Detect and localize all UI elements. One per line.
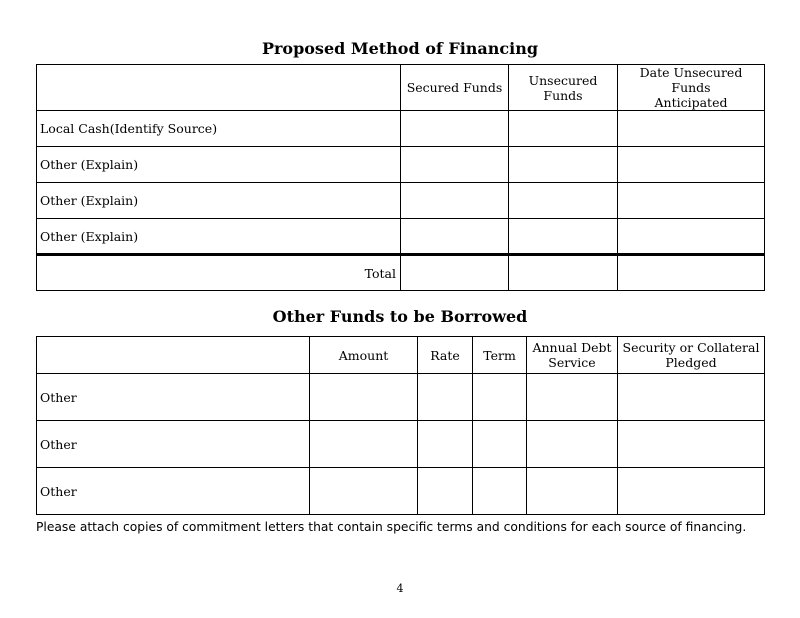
header-date-line2: Anticipated [654, 95, 728, 110]
security-cell[interactable] [618, 421, 765, 468]
borrowed-title: Other Funds to be Borrowed [272, 307, 528, 326]
row-label-other: Other [37, 374, 310, 421]
date-anticipated-cell[interactable] [618, 111, 765, 147]
table-row [37, 147, 765, 183]
row-label-other: Other [37, 468, 310, 515]
rate-cell[interactable] [418, 374, 473, 421]
header-security-line1: Security or Collateral [622, 340, 760, 355]
table-row [37, 183, 765, 219]
financing-header-blank [37, 65, 401, 111]
table-row [37, 468, 765, 515]
page-number: 4 [396, 582, 404, 595]
header-secured-funds: Secured Funds [401, 65, 509, 111]
total-row [37, 255, 765, 291]
secured-funds-cell[interactable] [401, 147, 509, 183]
total-secured-cell[interactable] [401, 255, 509, 291]
secured-funds-cell[interactable] [401, 183, 509, 219]
header-unsecured-funds: Unsecured Funds [509, 65, 618, 111]
secured-funds-cell[interactable] [401, 219, 509, 255]
financing-header-row [37, 65, 765, 111]
header-amount: Amount [310, 337, 418, 374]
annual-debt-cell[interactable] [527, 421, 618, 468]
term-cell[interactable] [473, 374, 527, 421]
header-security-collateral [618, 337, 765, 374]
row-label-other-explain: Other (Explain) [37, 183, 401, 219]
borrowed-header-row [37, 337, 765, 374]
financing-table [36, 64, 765, 291]
amount-cell[interactable] [310, 374, 418, 421]
header-term: Term [473, 337, 527, 374]
table-row [37, 111, 765, 147]
attachment-note: Please attach copies of commitment letters that contain specific terms and conditions for each source of financing. [36, 520, 747, 534]
term-cell[interactable] [473, 468, 527, 515]
rate-cell[interactable] [418, 421, 473, 468]
header-annual-debt-service [527, 337, 618, 374]
header-security-line2: Pledged [665, 355, 717, 370]
date-anticipated-cell[interactable] [618, 219, 765, 255]
secured-funds-cell[interactable] [401, 111, 509, 147]
security-cell[interactable] [618, 468, 765, 515]
total-date-cell[interactable] [618, 255, 765, 291]
annual-debt-cell[interactable] [527, 374, 618, 421]
rate-cell[interactable] [418, 468, 473, 515]
borrowed-header-blank [37, 337, 310, 374]
unsecured-funds-cell[interactable] [509, 219, 618, 255]
header-rate: Rate [418, 337, 473, 374]
amount-cell[interactable] [310, 468, 418, 515]
row-label-other-explain: Other (Explain) [37, 219, 401, 255]
borrowed-table [36, 336, 765, 515]
table-row [37, 421, 765, 468]
unsecured-funds-cell[interactable] [509, 147, 618, 183]
term-cell[interactable] [473, 421, 527, 468]
unsecured-funds-cell[interactable] [509, 183, 618, 219]
row-label-other: Other [37, 421, 310, 468]
financing-title: Proposed Method of Financing [261, 39, 539, 58]
row-label-other-explain: Other (Explain) [37, 147, 401, 183]
date-anticipated-cell[interactable] [618, 147, 765, 183]
date-anticipated-cell[interactable] [618, 183, 765, 219]
table-row [37, 219, 765, 255]
security-cell[interactable] [618, 374, 765, 421]
row-label-local-cash: Local Cash(Identify Source) [37, 111, 401, 147]
header-date-unsecured-funds [618, 65, 765, 111]
header-date-line1: Date Unsecured Funds [639, 65, 743, 95]
total-label: Total [37, 255, 401, 291]
unsecured-funds-cell[interactable] [509, 111, 618, 147]
total-unsecured-cell[interactable] [509, 255, 618, 291]
annual-debt-cell[interactable] [527, 468, 618, 515]
amount-cell[interactable] [310, 421, 418, 468]
header-annual-line2: Service [548, 355, 596, 370]
table-row [37, 374, 765, 421]
header-annual-line1: Annual Debt [532, 340, 612, 355]
